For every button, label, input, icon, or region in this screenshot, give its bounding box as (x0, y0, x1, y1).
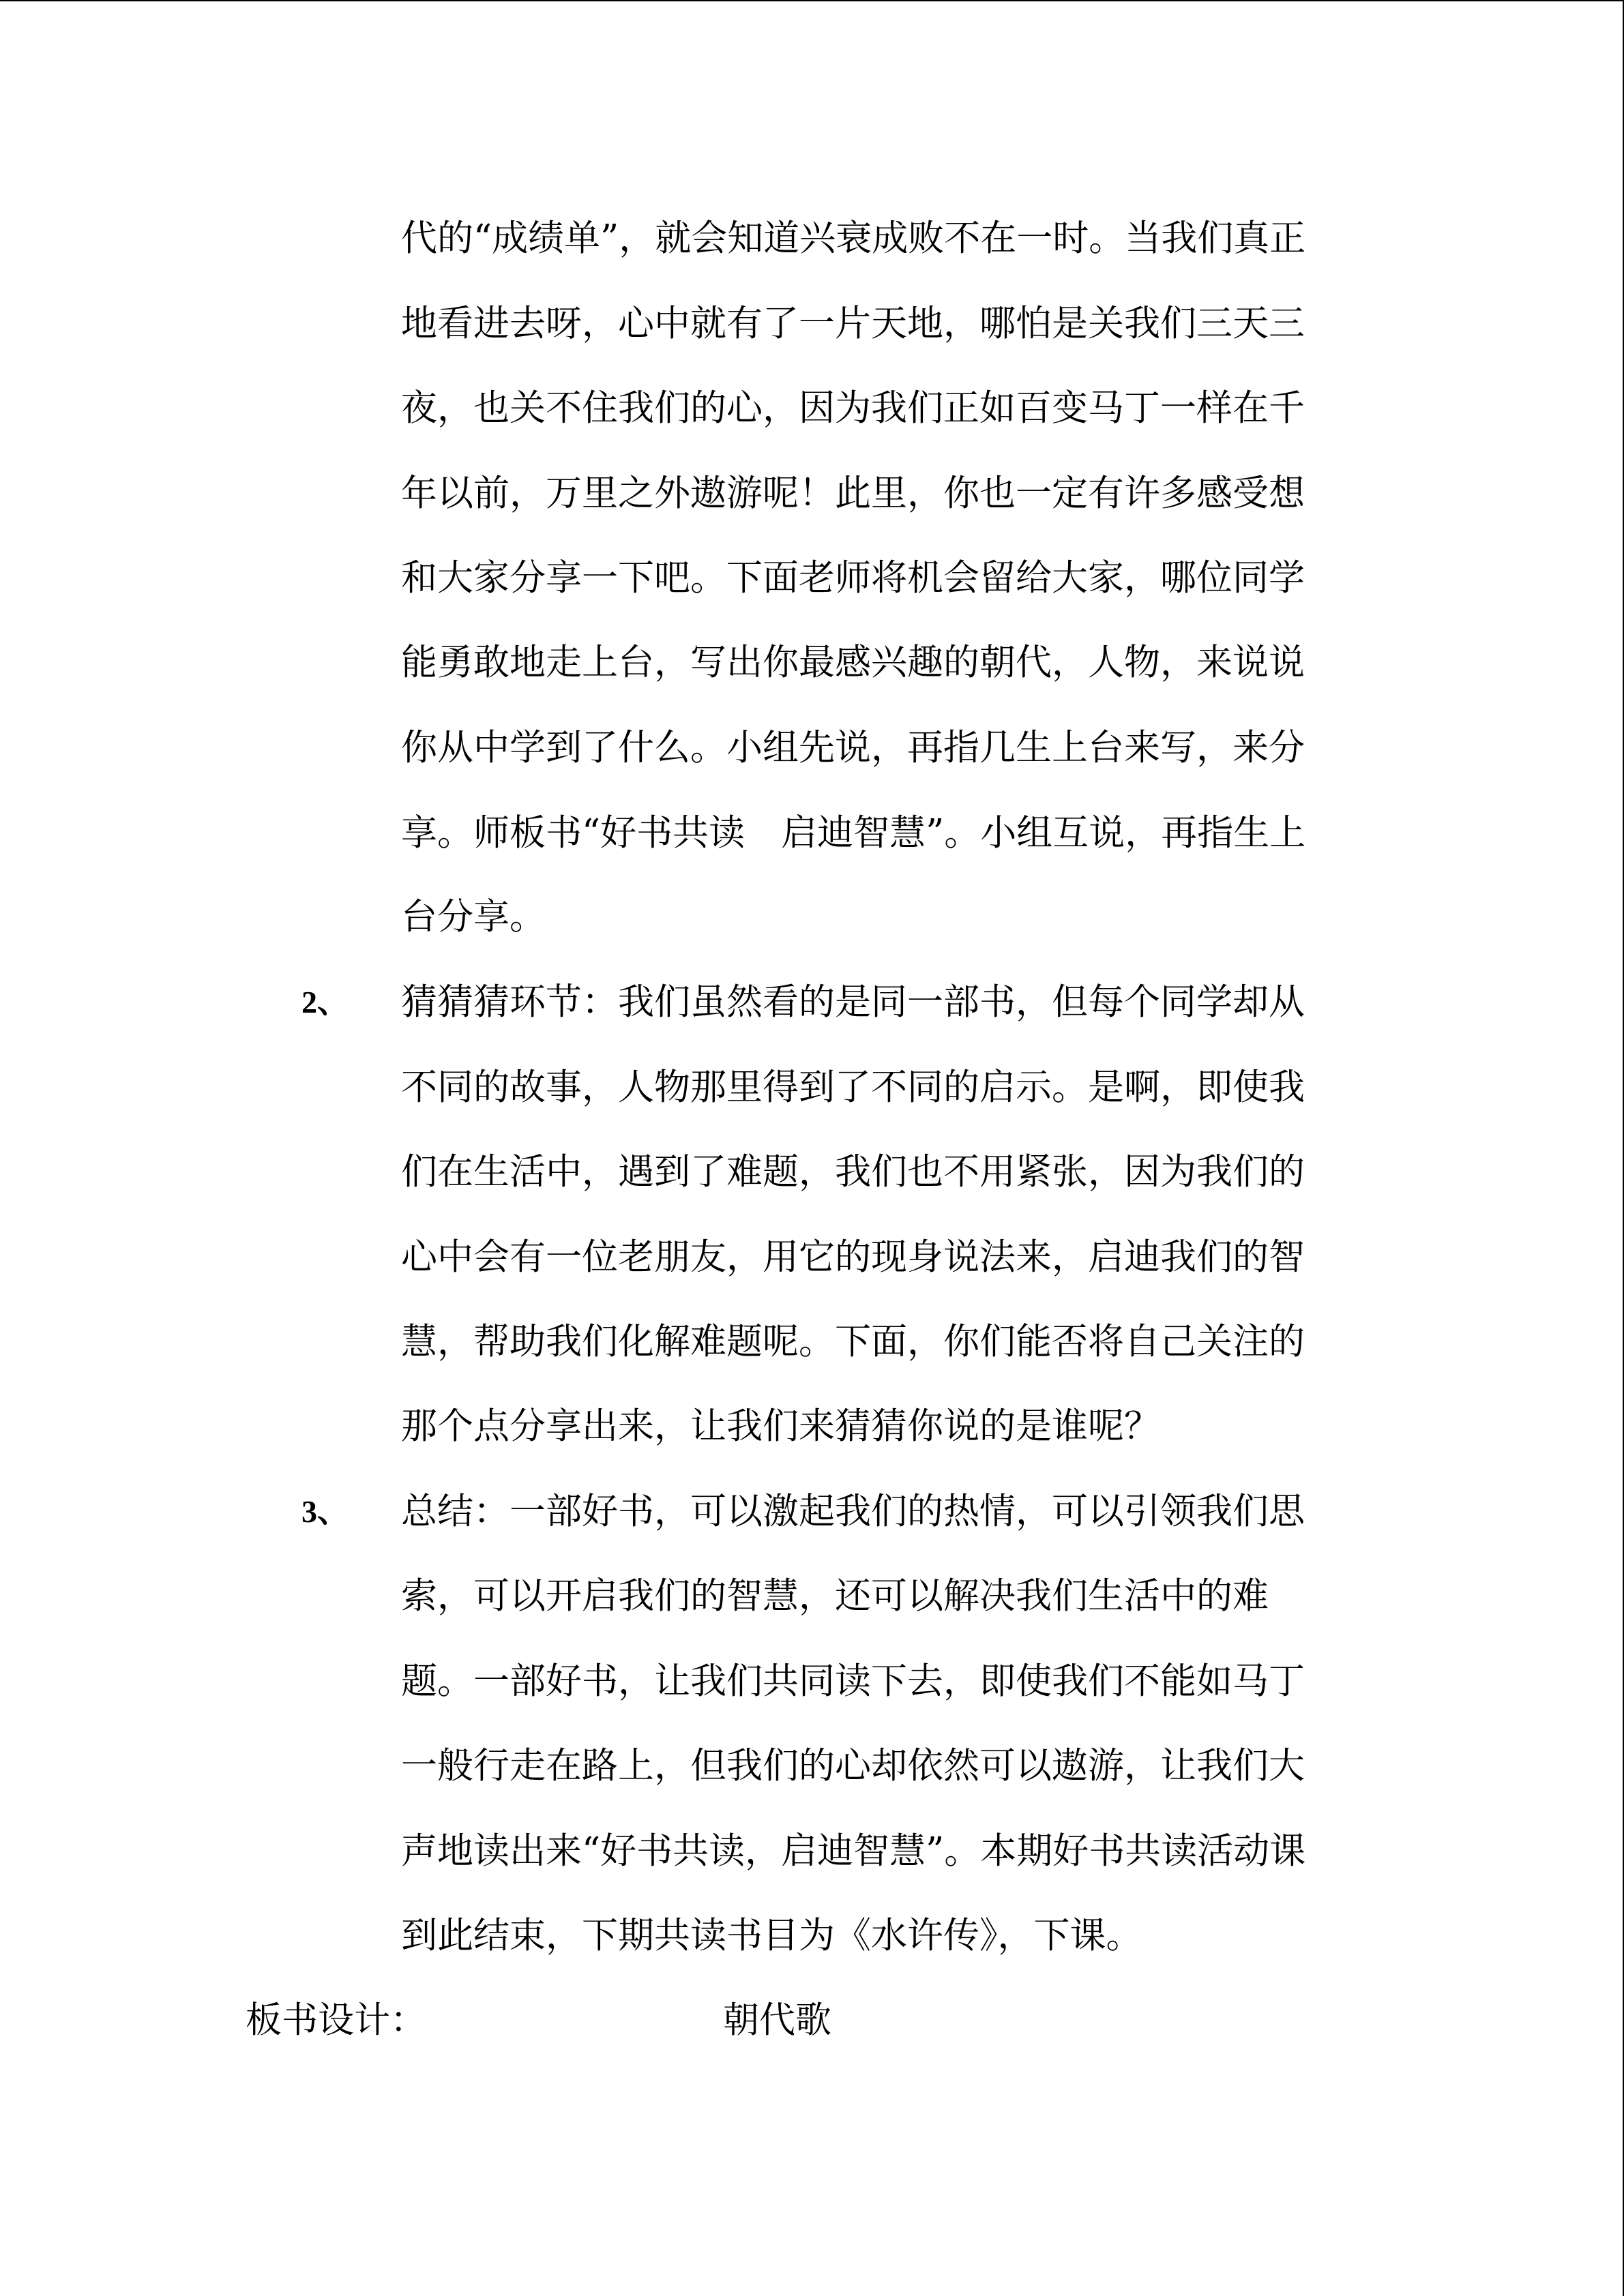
paragraph-1-line-7: 你从中学到了什么。小组先说，再指几生上台来写，来分 (401, 727, 1305, 769)
list-item-2-line-2: 不同的故事，人物那里得到了不同的启示。是啊，即使我 (401, 1067, 1305, 1108)
list-item-3-line-5: 声地读出来“好书共读，启迪智慧”。本期好书共读活动课 (401, 1830, 1306, 1872)
list-item-2-line-5: 慧，帮助我们化解难题呢。下面，你们能否将自己关注的 (401, 1321, 1305, 1362)
board-design-title: 朝代歌 (723, 1999, 831, 2041)
list-item-2-line-1: 猜猜猜环节：我们虽然看的是同一部书，但每个同学却从 (401, 981, 1305, 1023)
paragraph-1-line-6: 能勇敢地走上台，写出你最感兴趣的朝代，人物，来说说 (401, 642, 1305, 683)
paragraph-1-line-4: 年以前，万里之外遨游呢！此里，你也一定有许多感受想 (401, 473, 1305, 514)
paragraph-1-line-2: 地看进去呀，心中就有了一片天地，哪怕是关我们三天三 (401, 303, 1305, 344)
paragraph-1-line-1: 代的“成绩单”，就会知道兴衰成败不在一时。当我们真正 (401, 218, 1306, 259)
list-item-2-line-4: 心中会有一位老朋友，用它的现身说法来，启迪我们的智 (401, 1236, 1305, 1278)
list-item-3-line-1: 总结：一部好书，可以激起我们的热情，可以引领我们思 (401, 1491, 1305, 1532)
list-item-3-line-4: 一般行走在路上，但我们的心却依然可以遨游，让我们大 (401, 1745, 1305, 1787)
list-item-2-line-6: 那个点分享出来，让我们来猜猜你说的是谁呢？ (401, 1405, 1160, 1447)
paragraph-1-line-9: 台分享。 (401, 896, 546, 938)
list-item-3-line-2: 索，可以开启我们的智慧，还可以解决我们生活中的难 (401, 1575, 1269, 1617)
list-item-3-line-3: 题。一部好书，让我们共同读下去，即使我们不能如马丁 (401, 1660, 1305, 1702)
paragraph-1-line-3: 夜，也关不住我们的心，因为我们正如百变马丁一样在千 (401, 387, 1305, 429)
list-item-2-number: 2、 (301, 985, 349, 1019)
list-item-3-line-6: 到此结束，下期共读书目为《水许传》，下课。 (401, 1915, 1142, 1956)
board-design-label: 板书设计： (246, 1999, 426, 2041)
paragraph-1-line-8: 享。师板书“好书共读 启迪智慧”。小组互说，再指生上 (401, 812, 1306, 854)
list-item-2-line-3: 们在生活中，遇到了难题，我们也不用紧张，因为我们的 (401, 1151, 1305, 1193)
paragraph-1-line-5: 和大家分享一下吧。下面老师将机会留给大家，哪位同学 (401, 557, 1305, 599)
list-item-3-number: 3、 (301, 1494, 349, 1529)
